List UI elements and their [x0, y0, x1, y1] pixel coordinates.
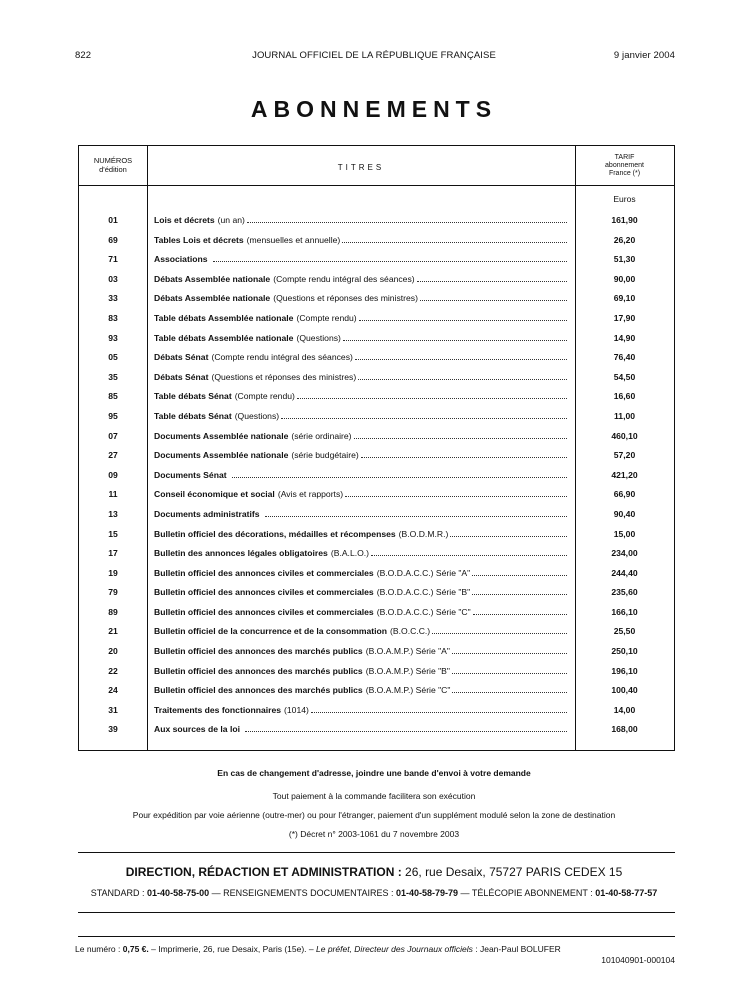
- publication-title: [154, 450, 570, 460]
- edition-number: 89: [108, 606, 118, 617]
- subscriptions-table: [78, 145, 675, 751]
- column-header-tarif: [575, 154, 674, 178]
- subscription-price: 51,30: [613, 254, 636, 265]
- publication-name: Bulletin officiel des annonces civiles et commerciales: [154, 567, 374, 578]
- dot-leader: [450, 535, 567, 537]
- publication-detail: (Questions et réponses des ministres): [211, 371, 357, 382]
- publication-title: [154, 274, 570, 284]
- header-line: France (*): [608, 170, 641, 177]
- edition-number: 83: [108, 312, 118, 323]
- edition-number: 21: [108, 626, 118, 637]
- subscription-price: 11,00: [613, 410, 636, 421]
- table-row: [79, 605, 674, 625]
- publication-name: Tables Lois et décrets: [154, 234, 244, 245]
- publication-name: Aux sources de la loi: [154, 724, 240, 735]
- edition-number: 69: [108, 234, 118, 245]
- journal-title: JOURNAL OFFICIEL DE LA RÉPUBLIQUE FRANÇAISE: [252, 50, 496, 61]
- publication-name: Table débats Sénat: [154, 391, 232, 402]
- table-row: [79, 213, 674, 233]
- publication-title: [154, 705, 570, 715]
- edition-number: 85: [108, 391, 118, 402]
- edition-number: 31: [108, 704, 118, 715]
- publication-name: Table débats Assemblée nationale: [154, 332, 294, 343]
- publication-title: [154, 431, 570, 441]
- table-row: [79, 291, 674, 311]
- publication-detail: (Questions et réponses des ministres): [273, 293, 418, 304]
- subscription-price: 90,40: [613, 508, 636, 519]
- divider: [78, 912, 675, 913]
- renseignements-label: — RENSEIGNEMENTS DOCUMENTAIRES :: [211, 888, 394, 898]
- dot-leader: [213, 260, 568, 262]
- table-row: [79, 370, 674, 390]
- publication-title: [154, 352, 570, 362]
- publication-name: Débats Sénat: [154, 371, 209, 382]
- table-row: [79, 546, 674, 566]
- publication-name: Débats Sénat: [154, 352, 209, 363]
- dot-leader: [371, 554, 567, 556]
- renseignements-number: 01-40-58-79-79: [395, 888, 459, 898]
- table-row: [79, 468, 674, 488]
- dot-leader: [281, 417, 567, 419]
- table-row: [79, 585, 674, 605]
- dot-leader: [245, 730, 567, 732]
- table-row: [79, 722, 674, 742]
- publication-detail: (Compte rendu intégral des séances): [273, 273, 415, 284]
- edition-number: 79: [108, 587, 118, 598]
- telecopie-label: — TÉLÉCOPIE ABONNEMENT :: [460, 888, 593, 898]
- dot-leader: [361, 456, 567, 458]
- dot-leader: [420, 299, 567, 301]
- direction-label: DIRECTION, RÉDACTION ET ADMINISTRATION :: [125, 865, 402, 879]
- subscription-price: 54,50: [613, 371, 636, 382]
- edition-number: 24: [108, 685, 118, 696]
- publication-name: Documents Assemblée nationale: [154, 430, 289, 441]
- publication-detail: (Compte rendu): [296, 312, 357, 323]
- subscription-price: 166,10: [611, 606, 638, 617]
- decree-note: (*) Décret n° 2003-1061 du 7 novembre 2003: [288, 829, 460, 839]
- publication-name: Bulletin officiel des décorations, médailles et récompenses: [154, 528, 396, 539]
- publication-detail: (B.O.C.C.): [390, 626, 431, 637]
- table-row: [79, 429, 674, 449]
- publication-title: [154, 313, 570, 323]
- dot-leader: [452, 691, 567, 693]
- publication-title: [154, 470, 570, 480]
- publication-title: [154, 548, 570, 558]
- publication-detail: (B.O.D.A.C.C.) Série "A": [376, 567, 471, 578]
- publication-title: [154, 391, 570, 401]
- edition-number: 71: [108, 254, 118, 265]
- publication-name: Bulletin officiel des annonces civiles et commerciales: [154, 606, 374, 617]
- publication-title: [154, 333, 570, 343]
- publication-detail: (B.O.A.M.P.) Série "A": [365, 646, 450, 657]
- publication-name: Table débats Sénat: [154, 410, 232, 421]
- publication-detail: (B.O.D.A.C.C.) Série "C": [376, 606, 471, 617]
- dot-leader: [359, 319, 567, 321]
- publication-detail: (Questions): [296, 332, 341, 343]
- table-row: [79, 527, 674, 547]
- publication-detail: (Questions): [234, 410, 280, 421]
- subscription-price: 57,20: [613, 450, 636, 461]
- publication-detail: (mensuelles et annuelle): [246, 234, 341, 245]
- table-row: [79, 331, 674, 351]
- page-number: 822: [75, 50, 92, 61]
- publication-detail: (série budgétaire): [291, 450, 359, 461]
- publication-name: Documents Sénat: [154, 469, 227, 480]
- publication-title: [154, 666, 570, 676]
- table-row: [79, 389, 674, 409]
- publication-name: Documents administratifs: [154, 508, 260, 519]
- subscription-price: 17,90: [613, 312, 636, 323]
- edition-number: 01: [108, 215, 118, 225]
- edition-number: 07: [108, 430, 118, 441]
- subscription-price: 16,60: [613, 391, 636, 402]
- header-line: d'édition: [99, 165, 127, 174]
- publication-name: Associations: [154, 254, 208, 265]
- publication-name: Conseil économique et social: [154, 489, 275, 500]
- edition-number: 19: [108, 567, 118, 578]
- dot-leader: [432, 632, 567, 634]
- dot-leader: [265, 515, 567, 517]
- edition-number: 93: [108, 332, 118, 343]
- subscription-price: 161,90: [611, 215, 638, 225]
- issue-price: 0,75 €.: [122, 944, 149, 954]
- publication-name: Traitements des fonctionnaires: [154, 704, 282, 715]
- edition-number: 15: [108, 528, 118, 539]
- publication-name: Bulletin officiel des annonces des marchés publics: [154, 685, 363, 696]
- subscription-price: 14,90: [613, 332, 636, 343]
- dot-leader: [343, 339, 567, 341]
- header-line: abonnement: [605, 162, 644, 169]
- dot-leader: [354, 437, 567, 439]
- price-label: Le numéro :: [75, 944, 121, 954]
- edition-number: 13: [108, 508, 118, 519]
- column-header-numbers: [79, 156, 147, 174]
- table-row: [79, 507, 674, 527]
- edition-number: 22: [108, 665, 118, 676]
- dot-leader: [472, 593, 567, 595]
- publication-title: [154, 254, 570, 264]
- table-row: [79, 624, 674, 644]
- publication-title: [154, 293, 570, 303]
- subscription-price: 244,40: [611, 567, 638, 578]
- publication-title: [154, 607, 570, 617]
- publication-title: [154, 587, 570, 597]
- edition-number: 39: [108, 724, 118, 735]
- subscription-price: 76,40: [613, 352, 636, 363]
- publication-title: [154, 509, 570, 519]
- dot-leader: [355, 358, 567, 360]
- edition-number: 03: [108, 273, 118, 284]
- subscription-price: 196,10: [611, 665, 638, 676]
- publication-title: [154, 489, 570, 499]
- header-divider: [79, 185, 674, 186]
- publication-title: [154, 215, 570, 225]
- contacts-line: [0, 888, 748, 898]
- dot-leader: [452, 652, 567, 654]
- edition-number: 33: [108, 293, 118, 304]
- dot-leader: [473, 613, 567, 615]
- dot-leader: [417, 280, 567, 282]
- dot-leader: [472, 574, 567, 576]
- publication-name: Lois et décrets: [154, 215, 215, 225]
- publication-detail: (série ordinaire): [291, 430, 352, 441]
- table-row: [79, 252, 674, 272]
- table-row: [79, 683, 674, 703]
- table-row: [79, 703, 674, 723]
- dot-leader: [311, 711, 567, 713]
- subscription-price: 14,00: [613, 704, 636, 715]
- publication-title: [154, 626, 570, 636]
- subscription-price: 421,20: [611, 469, 638, 480]
- subscription-price: 168,00: [611, 724, 638, 735]
- dot-leader: [345, 495, 567, 497]
- subscription-price: 25,50: [613, 626, 636, 637]
- publication-detail: (Compte rendu): [234, 391, 295, 402]
- divider: [78, 852, 675, 853]
- subscription-price: 235,60: [611, 587, 638, 598]
- table-row: [79, 233, 674, 253]
- subscription-price: 460,10: [611, 430, 638, 441]
- dot-leader: [247, 221, 567, 223]
- standard-number: 01-40-58-75-00: [147, 888, 210, 898]
- table-row: [79, 311, 674, 331]
- edition-number: 95: [108, 410, 118, 421]
- subscription-price: 26,20: [613, 234, 636, 245]
- publication-detail: (B.A.L.O.): [330, 548, 370, 559]
- publication-detail: (Avis et rapports): [277, 489, 344, 500]
- publication-title: [154, 235, 570, 245]
- subscription-price: 100,40: [611, 685, 638, 696]
- dot-leader: [232, 476, 567, 478]
- edition-number: 09: [108, 469, 118, 480]
- publication-detail: (un an): [217, 215, 245, 225]
- publication-name: Table débats Assemblée nationale: [154, 312, 294, 323]
- direction-address: 26, rue Desaix, 75727 PARIS CEDEX 15: [405, 865, 623, 879]
- publication-title: [154, 685, 570, 695]
- divider: [78, 936, 675, 937]
- publication-title: [154, 568, 570, 578]
- payment-note: Tout paiement à la commande facilitera son exécution: [272, 791, 476, 801]
- printer-info: – Imprimerie, 26, rue Desaix, Paris (15e). –: [151, 944, 314, 954]
- publication-detail: (B.O.D.M.R.): [398, 528, 449, 539]
- table-row: [79, 644, 674, 664]
- publication-detail: (1014): [284, 704, 309, 715]
- table-row: [79, 350, 674, 370]
- dot-leader: [297, 397, 567, 399]
- reference-number: 101040901-000104: [601, 955, 675, 965]
- publication-title: [154, 372, 570, 382]
- column-header-titles: TITRES: [337, 163, 385, 172]
- publication-name: Débats Assemblée nationale: [154, 273, 271, 284]
- colophon: [75, 944, 675, 965]
- subscription-price: 90,00: [613, 273, 636, 284]
- table-row: [79, 566, 674, 586]
- edition-number: 27: [108, 450, 118, 461]
- publication-detail: (Compte rendu intégral des séances): [211, 352, 353, 363]
- subscription-price: 234,00: [611, 548, 638, 559]
- address-change-note: En cas de changement d'adresse, joindre une bande d'envoi à votre demande: [217, 768, 531, 778]
- dot-leader: [342, 241, 567, 243]
- issue-date: 9 janvier 2004: [613, 50, 675, 61]
- publication-detail: (B.O.A.M.P.) Série "B": [365, 665, 450, 676]
- standard-label: STANDARD :: [90, 888, 145, 898]
- dot-leader: [452, 672, 567, 674]
- dot-leader: [358, 378, 567, 380]
- table-row: [79, 664, 674, 684]
- publication-detail: (B.O.A.M.P.) Série "C": [365, 685, 451, 696]
- table-row: [79, 272, 674, 292]
- publication-name: Bulletin officiel des annonces des marchés publics: [154, 646, 363, 657]
- edition-number: 17: [108, 548, 118, 559]
- table-row: [79, 487, 674, 507]
- page-title: ABONNEMENTS: [250, 96, 498, 122]
- subscription-price: 15,00: [613, 528, 636, 539]
- edition-number: 11: [108, 489, 118, 500]
- edition-number: 35: [108, 371, 118, 382]
- publication-name: Documents Assemblée nationale: [154, 450, 289, 461]
- table-body: [79, 213, 674, 742]
- subscription-price: 69,10: [613, 293, 636, 304]
- subscription-price: 66,90: [613, 489, 636, 500]
- publication-name: Débats Assemblée nationale: [154, 293, 271, 304]
- air-mail-note: Pour expédition par voie aérienne (outre-mer) ou pour l'étranger, paiement d'un supplément modulé selon la zone de destination: [132, 810, 616, 820]
- table-row: [79, 409, 674, 429]
- publication-title: [154, 529, 570, 539]
- header-line: NUMÉROS: [93, 156, 133, 165]
- publication-name: Bulletin officiel de la concurrence et de la consommation: [154, 626, 388, 637]
- director-name: : Jean-Paul BOLUFER: [475, 944, 561, 954]
- publication-title: [154, 724, 570, 734]
- edition-number: 05: [108, 352, 118, 363]
- publication-name: Bulletin des annonces légales obligatoires: [154, 548, 328, 559]
- direction-line: [0, 865, 748, 879]
- publication-detail: (B.O.D.A.C.C.) Série "B": [376, 587, 471, 598]
- table-row: [79, 448, 674, 468]
- publication-name: Bulletin officiel des annonces civiles et commerciales: [154, 587, 374, 598]
- header-line: TARIF: [614, 154, 635, 161]
- publication-name: Bulletin officiel des annonces des marchés publics: [154, 665, 363, 676]
- publication-title: [154, 411, 570, 421]
- edition-number: 20: [108, 646, 118, 657]
- telecopie-number: 01-40-58-77-57: [595, 888, 658, 898]
- publication-title: [154, 646, 570, 656]
- currency-label: Euros: [613, 194, 636, 204]
- subscription-price: 250,10: [611, 646, 638, 657]
- director-title: Le préfet, Directeur des Journaux officiels: [316, 944, 473, 954]
